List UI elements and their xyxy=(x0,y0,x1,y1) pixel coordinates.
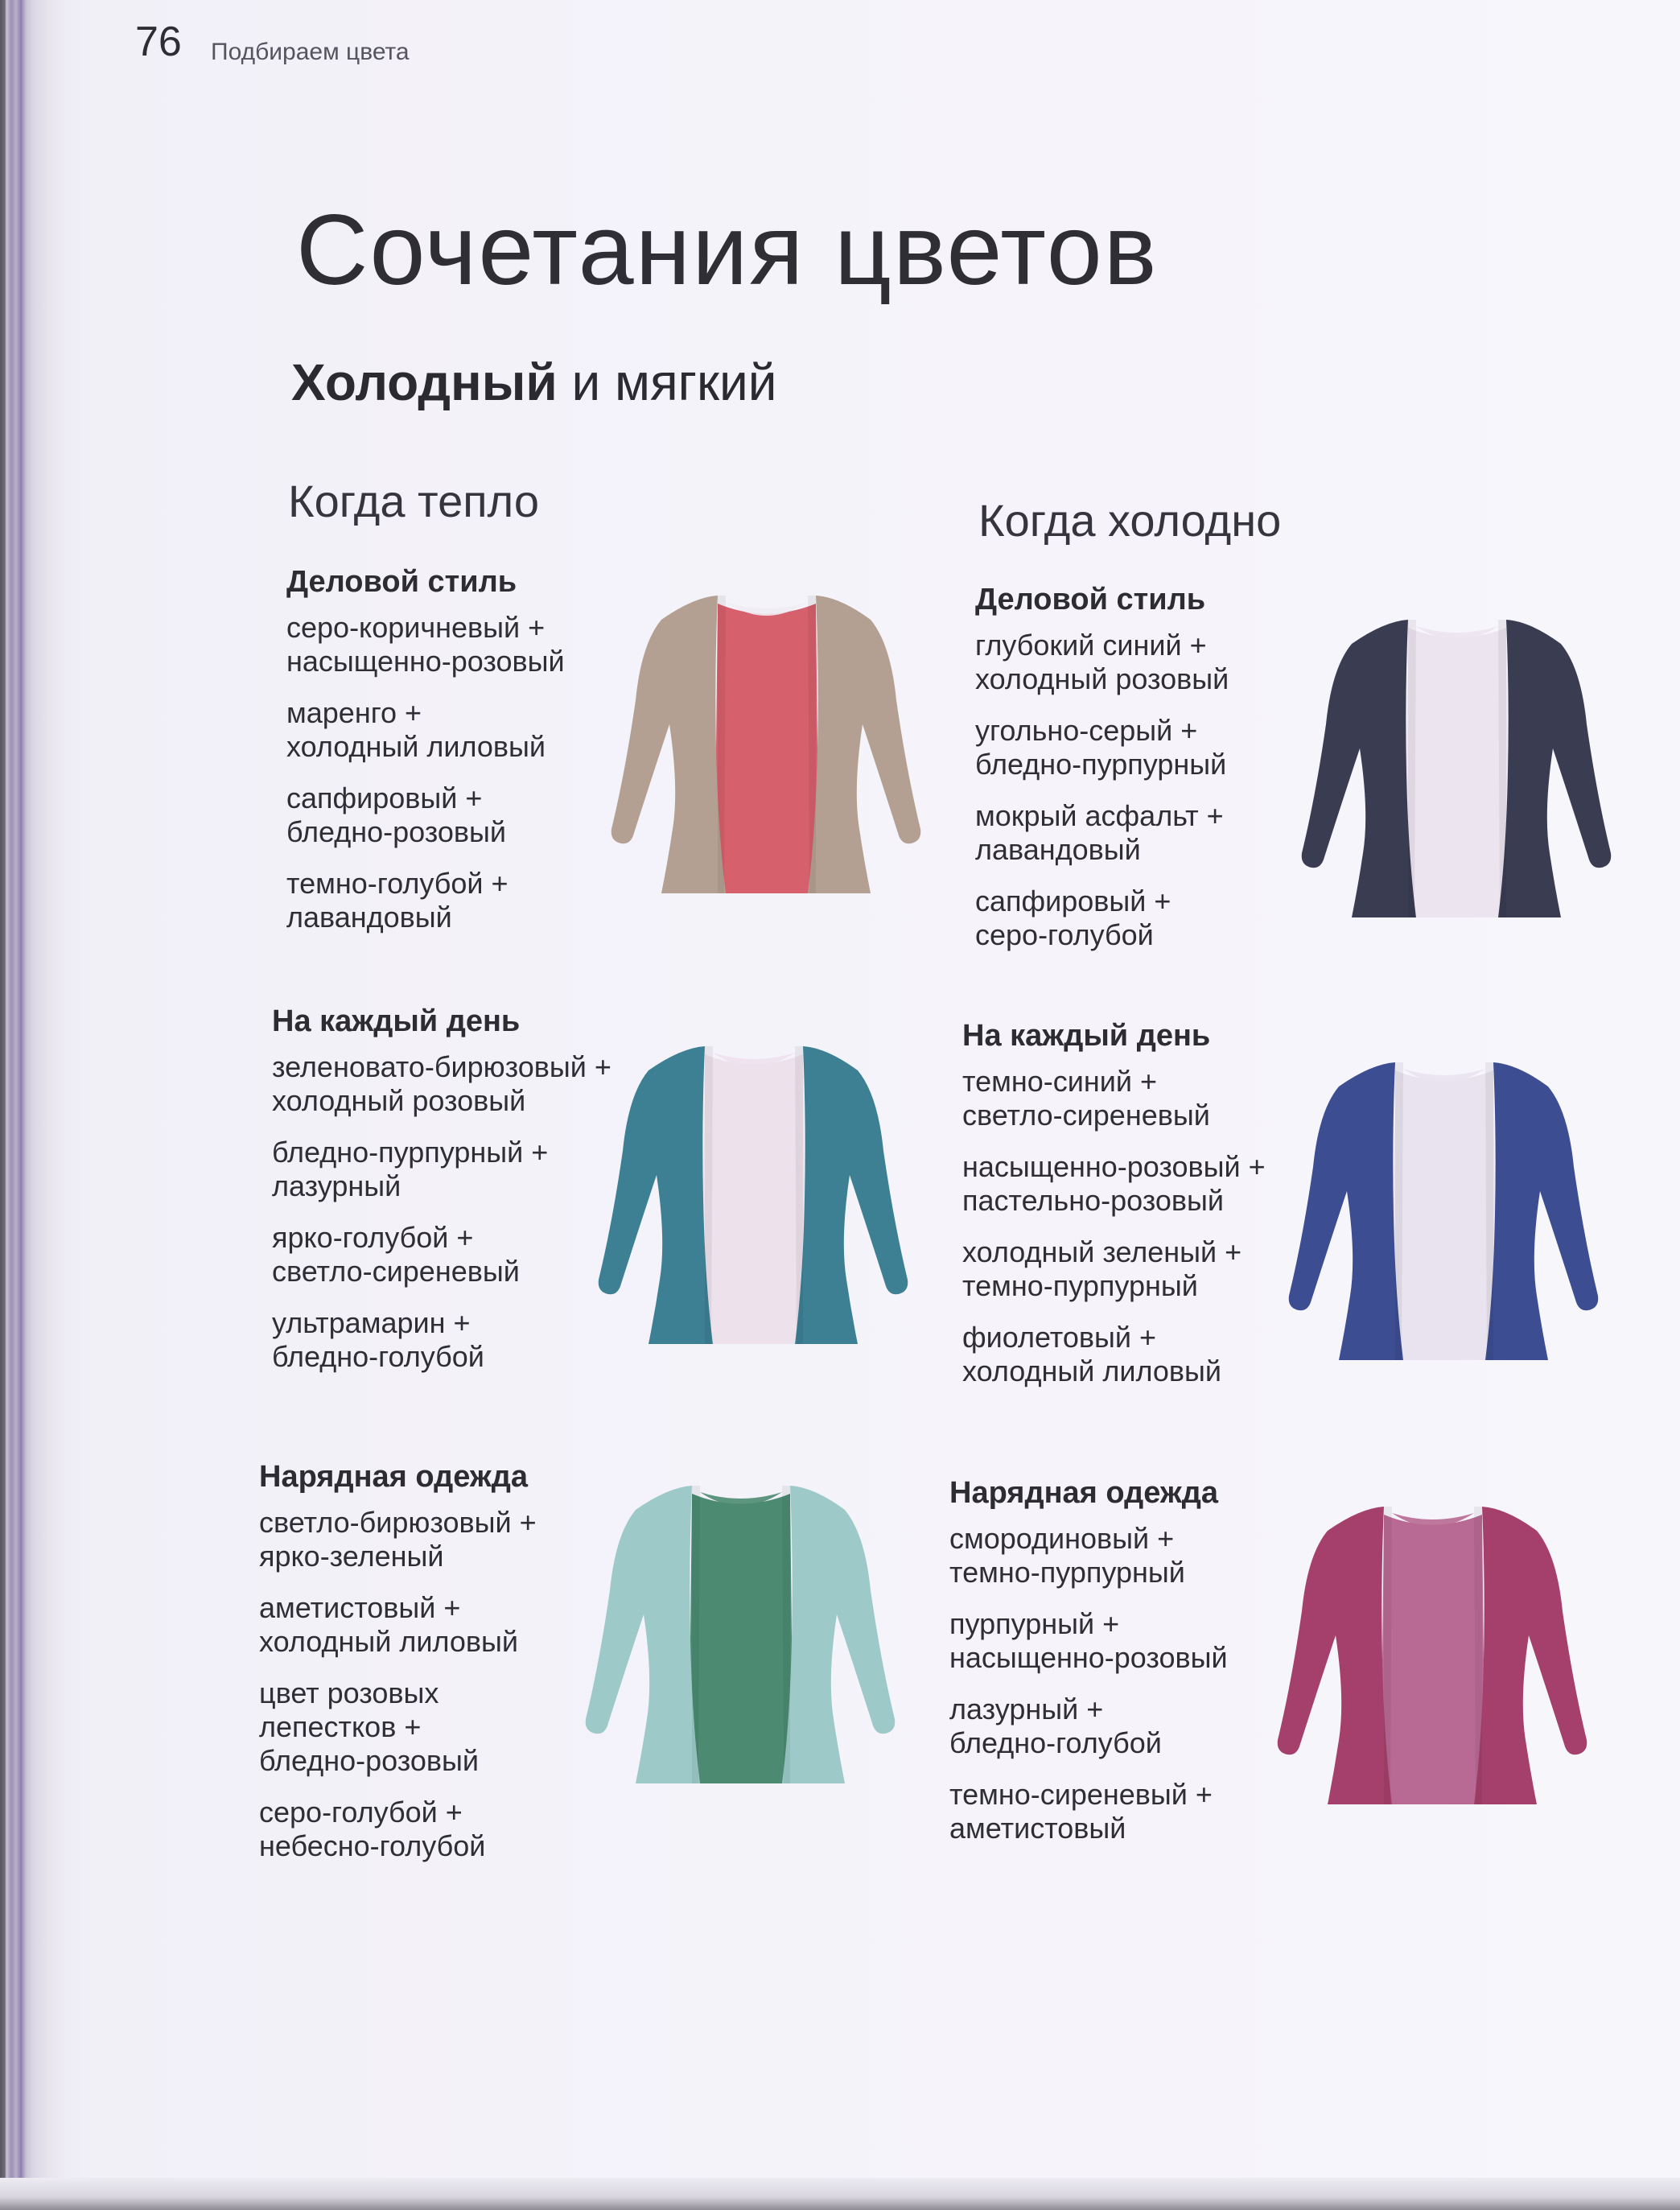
color-combination-line: насыщенно-розовый xyxy=(949,1641,1228,1674)
page-number: 76 xyxy=(135,19,182,65)
inner-top xyxy=(702,1054,806,1344)
jacket-illustration-cold-festive xyxy=(1271,1499,1593,1812)
running-head: Подбираем цвета xyxy=(211,39,410,65)
jacket-left-panel xyxy=(586,1486,700,1783)
color-combination-line: бледно-пурпурный xyxy=(975,748,1227,781)
jacket-right-panel xyxy=(795,1046,908,1344)
inner-top xyxy=(1392,1070,1497,1360)
column-heading-cold: Когда холодно xyxy=(978,495,1282,546)
color-combination-line: зеленовато-бирюзовый + xyxy=(272,1050,611,1083)
jacket-illustration-cold-everyday xyxy=(1283,1054,1604,1368)
color-combination-line: лавандовый xyxy=(975,833,1141,866)
color-combination-line: темно-пурпурный xyxy=(949,1556,1185,1589)
color-combination-line: темно-голубой + xyxy=(286,867,509,900)
section-title: На каждый день xyxy=(272,1004,521,1038)
subtitle-rest: и мягкий xyxy=(571,353,777,411)
jacket-right-panel xyxy=(1485,1062,1598,1360)
subtitle-bold: Холодный xyxy=(291,353,558,411)
color-combination-line: холодный зеленый + xyxy=(962,1235,1242,1268)
color-combination-line: холодный розовый xyxy=(272,1084,526,1117)
color-combination-line: сапфировый + xyxy=(975,884,1171,917)
color-combination-line: бледно-пурпурный + xyxy=(272,1136,549,1169)
jacket-left-panel xyxy=(1302,620,1416,917)
jacket-left-panel xyxy=(1289,1062,1403,1360)
color-combination-line: светло-сиреневый xyxy=(272,1255,520,1288)
color-combination-line: лазурный xyxy=(272,1169,401,1202)
color-combination-line: серо-голубой + xyxy=(259,1796,463,1829)
color-combination-line: светло-бирюзовый + xyxy=(259,1506,537,1539)
inner-top xyxy=(689,1494,793,1783)
section-title: Деловой стиль xyxy=(286,565,517,599)
color-combination-line: небесно-голубой xyxy=(259,1829,486,1862)
color-combination-line: угольно-серый + xyxy=(975,714,1198,747)
color-combination-line: холодный розовый xyxy=(975,662,1229,695)
section-title: Нарядная одежда xyxy=(949,1476,1219,1510)
column-heading-warm: Когда тепло xyxy=(288,476,539,526)
color-combination-line: бледно-розовый xyxy=(286,815,507,848)
color-combination-line: насыщенно-розовый xyxy=(286,645,565,678)
page-subtitle xyxy=(291,353,777,412)
section-title: Нарядная одежда xyxy=(259,1460,529,1494)
color-combination-line: бледно-розовый xyxy=(259,1744,480,1777)
color-combination-line: ультрамарин + xyxy=(272,1306,471,1339)
color-combination-line: темно-сиреневый + xyxy=(949,1778,1213,1811)
color-combination-line: серо-коричневый + xyxy=(286,611,546,644)
page-title: Сочетания цветов xyxy=(296,195,1159,306)
color-combination-line: пурпурный + xyxy=(949,1607,1120,1640)
color-combination-line: холодный лиловый xyxy=(962,1354,1221,1387)
jacket-right-panel xyxy=(808,596,920,893)
jacket-left-panel xyxy=(599,1046,713,1344)
jacket-illustration-cold-business xyxy=(1295,612,1617,926)
color-combination-line: аметистовый + xyxy=(259,1591,461,1624)
jacket-right-panel xyxy=(1498,620,1611,917)
jacket-right-panel xyxy=(1474,1507,1587,1804)
color-combination-line: лепестков + xyxy=(259,1710,422,1743)
color-combination-line: холодный лиловый xyxy=(259,1625,518,1658)
color-combination-line: пастельно-розовый xyxy=(962,1184,1224,1217)
color-combination-line: глубокий синий + xyxy=(975,629,1207,662)
section-title: Деловой стиль xyxy=(975,583,1206,616)
color-combination-line: бледно-голубой xyxy=(272,1340,484,1373)
color-combination-line: ярко-зеленый xyxy=(259,1540,444,1573)
color-combination-line: светло-сиреневый xyxy=(962,1099,1210,1132)
color-combination-line: темно-синий + xyxy=(962,1065,1157,1098)
book-spine-edge xyxy=(0,0,64,2210)
color-combination-line: холодный лиловый xyxy=(286,730,546,763)
color-combination-line: ярко-голубой + xyxy=(272,1221,474,1254)
color-combination-line: лазурный + xyxy=(949,1693,1104,1726)
jacket-illustration-warm-festive xyxy=(579,1478,901,1792)
color-combination-line: мокрый асфальт + xyxy=(975,799,1224,832)
jacket-illustration-warm-business xyxy=(605,588,927,901)
section-title: На каждый день xyxy=(962,1019,1211,1053)
color-combination-line: темно-пурпурный xyxy=(962,1269,1198,1302)
color-combination-line: маренго + xyxy=(286,696,422,729)
color-combination-line: цвет розовых xyxy=(259,1676,439,1709)
inner-top xyxy=(714,604,819,893)
page-bottom-edge xyxy=(0,2178,1680,2210)
inner-top xyxy=(1405,628,1509,917)
color-combination-line: сапфировый + xyxy=(286,781,483,814)
jacket-left-panel xyxy=(1278,1507,1392,1804)
jacket-left-panel xyxy=(611,596,726,893)
jacket-right-panel xyxy=(782,1486,895,1783)
color-combination-line: смородиновый + xyxy=(949,1522,1175,1555)
color-combination-line: фиолетовый + xyxy=(962,1321,1157,1354)
color-combination-line: бледно-голубой xyxy=(949,1726,1162,1759)
inner-top xyxy=(1381,1515,1485,1804)
color-combination xyxy=(259,1796,645,1863)
color-combination-line: серо-голубой xyxy=(975,918,1154,951)
color-combination-line: аметистовый xyxy=(949,1812,1126,1845)
jacket-illustration-warm-everyday xyxy=(592,1038,914,1352)
color-combination-line: насыщенно-розовый + xyxy=(962,1150,1266,1183)
color-combination-line: лавандовый xyxy=(286,901,452,934)
